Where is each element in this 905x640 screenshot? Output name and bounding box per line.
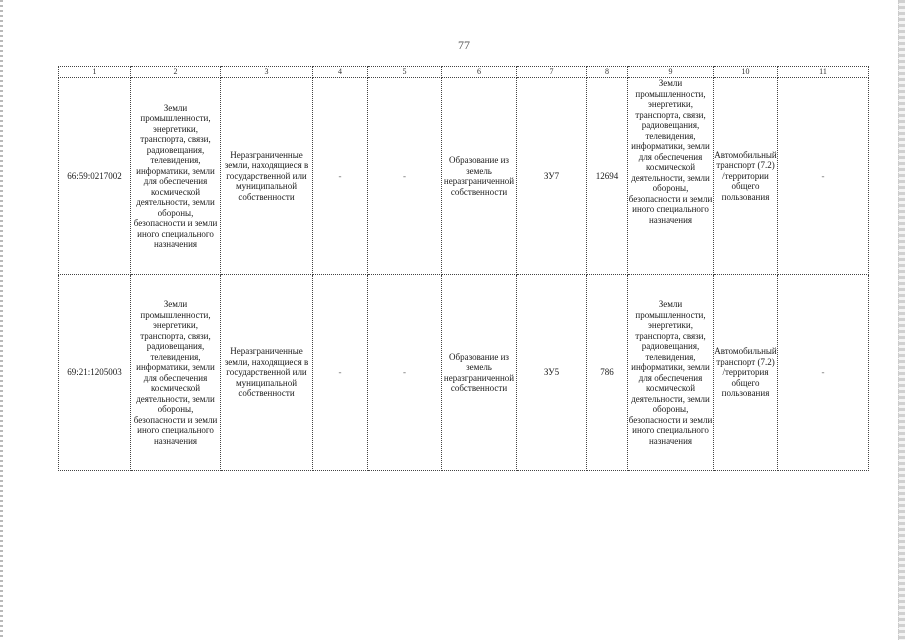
target-category-cell: Земли промышленности, энергетики, транспорта, связи, радиовещания, телевидения, информатики, земли для обеспечения космической деятельности, земли обороны, безопасности и земли иного специального назначения	[628, 275, 714, 471]
plot-label-cell: ЗУ7	[517, 78, 587, 275]
permitted-use-cell: Автомобильный транспорт (7.2) /территории общего пользования	[714, 78, 778, 275]
cadastral-number-cell: 69:21:1205003	[59, 275, 131, 471]
column-number: 1	[59, 67, 131, 78]
column-11-cell: -	[778, 78, 869, 275]
land-category-cell: Земли промышленности, энергетики, транспорта, связи, радиовещания, телевидения, информатики, земли для обеспечения космической деятельности, земли обороны, безопасности и земли иного специального назначения	[131, 275, 221, 471]
cadastral-number-cell: 66:59:0217002	[59, 78, 131, 275]
column-number: 9	[628, 67, 714, 78]
formation-method-cell: Образование из земель неразграниченной собственности	[442, 78, 517, 275]
table-row	[59, 275, 869, 471]
page-number: 77	[458, 38, 470, 52]
column-11-cell: -	[778, 275, 869, 471]
column-number: 8	[587, 67, 628, 78]
permitted-use-cell: Автомобильный транспорт (7.2) /территория общего пользования	[714, 275, 778, 471]
column-5-cell: -	[368, 78, 442, 275]
area-cell: 12694	[587, 78, 628, 275]
formation-method-cell: Образование из земель неразграниченной собственности	[442, 275, 517, 471]
column-number: 10	[714, 67, 778, 78]
column-number: 4	[313, 67, 368, 78]
column-number: 11	[778, 67, 869, 78]
column-number: 6	[442, 67, 517, 78]
column-number-row	[59, 67, 869, 78]
column-number: 3	[221, 67, 313, 78]
column-4-cell: -	[313, 78, 368, 275]
land-plots-table	[58, 66, 869, 471]
plot-label-cell: ЗУ5	[517, 275, 587, 471]
column-number: 5	[368, 67, 442, 78]
area-cell: 786	[587, 275, 628, 471]
ownership-cell: Неразграниченные земли, находящиеся в государственной или муниципальной собственности	[221, 275, 313, 471]
table-row	[59, 78, 869, 275]
column-number: 2	[131, 67, 221, 78]
column-5-cell: -	[368, 275, 442, 471]
target-category-cell: Земли промышленности, энергетики, транспорта, связи, радиовещания, телевидения, информатики, земли для обеспечения космической деятельности, земли обороны, безопасности и земли иного специального назначения	[628, 78, 714, 275]
column-4-cell: -	[313, 275, 368, 471]
column-number: 7	[517, 67, 587, 78]
ownership-cell: Неразграниченные земли, находящиеся в государственной или муниципальной собственности	[221, 78, 313, 275]
scan-right-edge	[898, 0, 905, 640]
land-category-cell: Земли промышленности, энергетики, транспорта, связи, радиовещания, телевидения, информатики, земли для обеспечения космической деятельности, земли обороны, безопасности и земли иного специального назначения	[131, 78, 221, 275]
scan-left-edge	[0, 0, 3, 640]
